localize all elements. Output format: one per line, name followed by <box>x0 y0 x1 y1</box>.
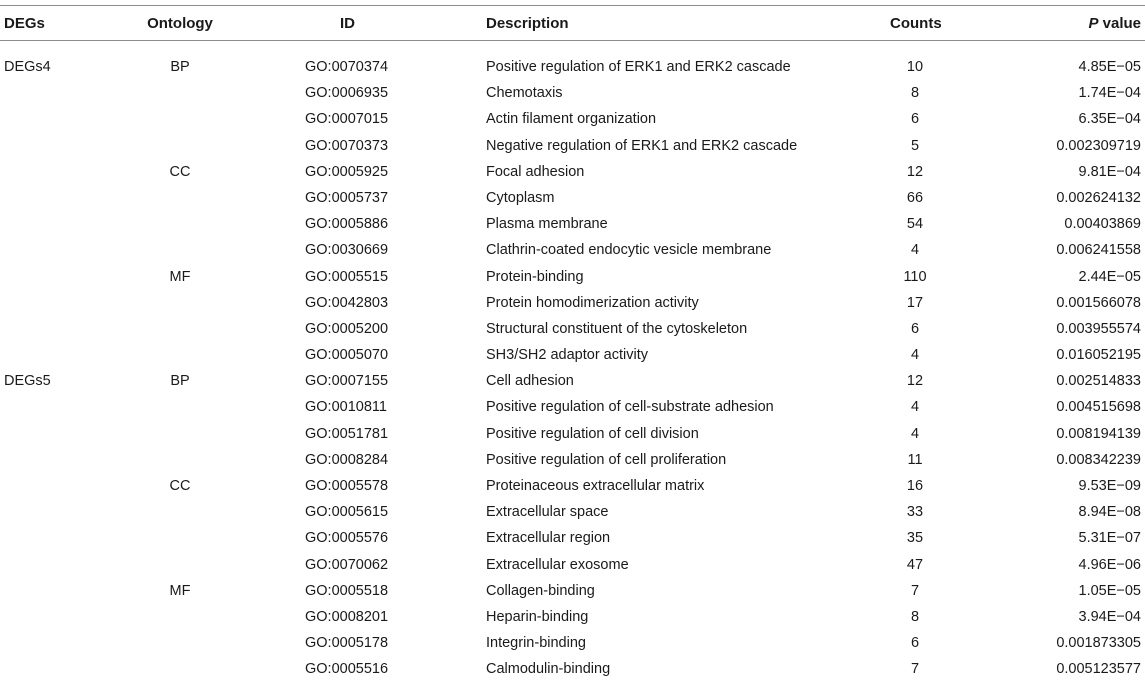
table-header <box>0 5 1145 41</box>
header-counts: Counts <box>890 15 942 32</box>
table-row <box>0 211 1145 237</box>
cell-counts: 6 <box>910 320 920 337</box>
table-row <box>0 237 1145 263</box>
table-row <box>0 552 1145 578</box>
cell-id: GO:0005518 <box>305 582 389 599</box>
cell-description: Positive regulation of cell proliferation <box>486 451 727 468</box>
table-row <box>0 394 1145 420</box>
cell-id: GO:0005178 <box>305 635 389 652</box>
cell-id: GO:0005737 <box>305 189 389 206</box>
table-row <box>0 159 1145 185</box>
cell-description: Negative regulation of ERK1 and ERK2 cascade <box>486 137 798 154</box>
cell-description: Extracellular space <box>486 504 609 521</box>
table-row <box>0 525 1145 551</box>
header-description: Description <box>486 15 569 32</box>
cell-counts: 54 <box>906 216 924 233</box>
table-row <box>0 630 1145 656</box>
cell-counts: 35 <box>906 530 924 547</box>
cell-pvalue: 0.002514833 <box>1056 373 1141 390</box>
cell-id: GO:0006935 <box>305 85 389 102</box>
cell-pvalue: 8.94E−08 <box>1078 504 1141 521</box>
cell-counts: 7 <box>910 582 920 599</box>
cell-id: GO:0005578 <box>305 478 389 494</box>
cell-id: GO:0005925 <box>305 163 389 180</box>
table-row <box>0 290 1145 316</box>
cell-pvalue: 0.00403869 <box>1064 216 1141 233</box>
cell-counts: 4 <box>910 242 920 259</box>
cell-pvalue: 0.002309719 <box>1056 137 1141 154</box>
table-row <box>0 133 1145 159</box>
cell-id: GO:0005615 <box>305 504 389 521</box>
cell-counts: 5 <box>910 137 920 154</box>
cell-pvalue: 0.001566078 <box>1056 294 1141 311</box>
cell-description: Focal adhesion <box>486 163 585 180</box>
cell-degs: DEGs4 <box>4 59 51 75</box>
cell-counts: 4 <box>910 399 920 416</box>
cell-description: Plasma membrane <box>486 216 608 233</box>
cell-degs: DEGs5 <box>4 373 51 390</box>
cell-id: GO:0008284 <box>305 451 389 468</box>
cell-counts: 66 <box>906 189 924 206</box>
cell-id: GO:0007155 <box>305 373 389 390</box>
cell-counts: 7 <box>910 661 920 678</box>
cell-description: Chemotaxis <box>486 85 563 102</box>
cell-id: GO:0070374 <box>305 59 389 75</box>
header-pvalue <box>1088 15 1141 32</box>
cell-description: Extracellular region <box>486 530 611 547</box>
cell-description: Positive regulation of ERK1 and ERK2 cascade <box>486 59 791 75</box>
cell-description: Heparin-binding <box>486 608 589 625</box>
table-row <box>0 447 1145 473</box>
table-row <box>0 185 1145 211</box>
cell-description: Integrin-binding <box>486 635 586 652</box>
cell-description: Positive regulation of cell division <box>486 425 699 442</box>
cell-id: GO:0005200 <box>305 320 389 337</box>
header-degs: DEGs <box>4 15 45 32</box>
table-row <box>0 499 1145 525</box>
table-row <box>0 264 1145 290</box>
header-pvalue-rest: value <box>1098 15 1141 32</box>
cell-id: GO:0005576 <box>305 530 389 547</box>
cell-id: GO:0005516 <box>305 661 389 678</box>
cell-description: Protein homodimerization activity <box>486 294 699 311</box>
cell-pvalue: 4.85E−05 <box>1078 59 1141 75</box>
cell-pvalue: 9.53E−09 <box>1078 478 1141 494</box>
cell-ontology: CC <box>169 163 191 180</box>
cell-ontology: MF <box>169 582 191 599</box>
table-row <box>0 473 1145 499</box>
cell-id: GO:0010811 <box>305 399 387 416</box>
table-row <box>0 106 1145 132</box>
cell-pvalue: 0.005123577 <box>1056 661 1141 678</box>
cell-pvalue: 1.74E−04 <box>1078 85 1141 102</box>
cell-description: Calmodulin-binding <box>486 661 611 678</box>
header-ontology: Ontology <box>147 15 213 32</box>
cell-counts: 8 <box>910 85 920 102</box>
cell-pvalue: 0.008342239 <box>1056 451 1141 468</box>
cell-description: Extracellular exosome <box>486 556 629 573</box>
cell-description: Actin filament organization <box>486 111 657 128</box>
cell-description: Cell adhesion <box>486 373 574 390</box>
cell-ontology: CC <box>169 478 191 494</box>
cell-description: Cytoplasm <box>486 189 555 206</box>
cell-pvalue: 0.008194139 <box>1056 425 1141 442</box>
cell-counts: 11 <box>907 451 923 468</box>
table-row <box>0 368 1145 394</box>
table-row <box>0 656 1145 682</box>
cell-counts: 47 <box>906 556 924 573</box>
table-row <box>0 316 1145 342</box>
cell-id: GO:0005886 <box>305 216 389 233</box>
cell-counts: 10 <box>906 59 924 75</box>
cell-counts: 6 <box>910 635 920 652</box>
cell-pvalue: 1.05E−05 <box>1078 582 1141 599</box>
cell-counts: 16 <box>906 478 924 494</box>
cell-id: GO:0007015 <box>305 111 389 128</box>
cell-id: GO:0005515 <box>305 268 389 285</box>
table-row <box>0 342 1145 368</box>
cell-description: Proteinaceous extracellular matrix <box>486 478 705 494</box>
cell-counts: 4 <box>910 425 920 442</box>
cell-pvalue: 4.96E−06 <box>1078 556 1141 573</box>
cell-id: GO:0070062 <box>305 556 389 573</box>
cell-id: GO:0030669 <box>305 242 389 259</box>
cell-ontology: MF <box>169 268 191 285</box>
cell-counts: 12 <box>906 373 924 390</box>
cell-pvalue: 0.003955574 <box>1056 320 1141 337</box>
cell-description: SH3/SH2 adaptor activity <box>486 347 648 364</box>
cell-description: Positive regulation of cell-substrate adhesion <box>486 399 774 416</box>
cell-pvalue: 6.35E−04 <box>1078 111 1141 128</box>
cell-description: Clathrin-coated endocytic vesicle membrane <box>486 242 772 259</box>
cell-id: GO:0005070 <box>305 347 389 364</box>
table-row <box>0 54 1145 80</box>
cell-counts: 110 <box>903 268 927 285</box>
cell-description: Collagen-binding <box>486 582 595 599</box>
cell-pvalue: 5.31E−07 <box>1078 530 1141 547</box>
table-row <box>0 80 1145 106</box>
cell-counts: 12 <box>906 163 924 180</box>
cell-pvalue: 0.016052195 <box>1056 347 1141 364</box>
cell-pvalue: 0.004515698 <box>1056 399 1141 416</box>
cell-counts: 6 <box>910 111 920 128</box>
header-pvalue-italic: P <box>1088 15 1099 32</box>
cell-id: GO:0070373 <box>305 137 389 154</box>
table-body <box>0 54 1145 683</box>
cell-id: GO:0051781 <box>305 425 389 442</box>
header-id: ID <box>340 15 355 32</box>
cell-pvalue: 3.94E−04 <box>1078 608 1141 625</box>
cell-pvalue: 0.002624132 <box>1056 189 1141 206</box>
cell-pvalue: 2.44E−05 <box>1078 268 1141 285</box>
cell-counts: 4 <box>910 347 920 364</box>
cell-pvalue: 0.001873305 <box>1056 635 1141 652</box>
cell-counts: 33 <box>906 504 924 521</box>
cell-description: Structural constituent of the cytoskeleton <box>486 320 748 337</box>
table-row <box>0 604 1145 630</box>
cell-ontology: BP <box>170 59 190 75</box>
cell-id: GO:0042803 <box>305 294 389 311</box>
cell-counts: 17 <box>906 294 924 311</box>
cell-description: Protein-binding <box>486 268 584 285</box>
table-row <box>0 578 1145 604</box>
table-row <box>0 421 1145 447</box>
cell-pvalue: 9.81E−04 <box>1078 163 1141 180</box>
cell-ontology: BP <box>170 373 190 390</box>
cell-pvalue: 0.006241558 <box>1056 242 1141 259</box>
cell-id: GO:0008201 <box>305 608 389 625</box>
cell-counts: 8 <box>910 608 920 625</box>
